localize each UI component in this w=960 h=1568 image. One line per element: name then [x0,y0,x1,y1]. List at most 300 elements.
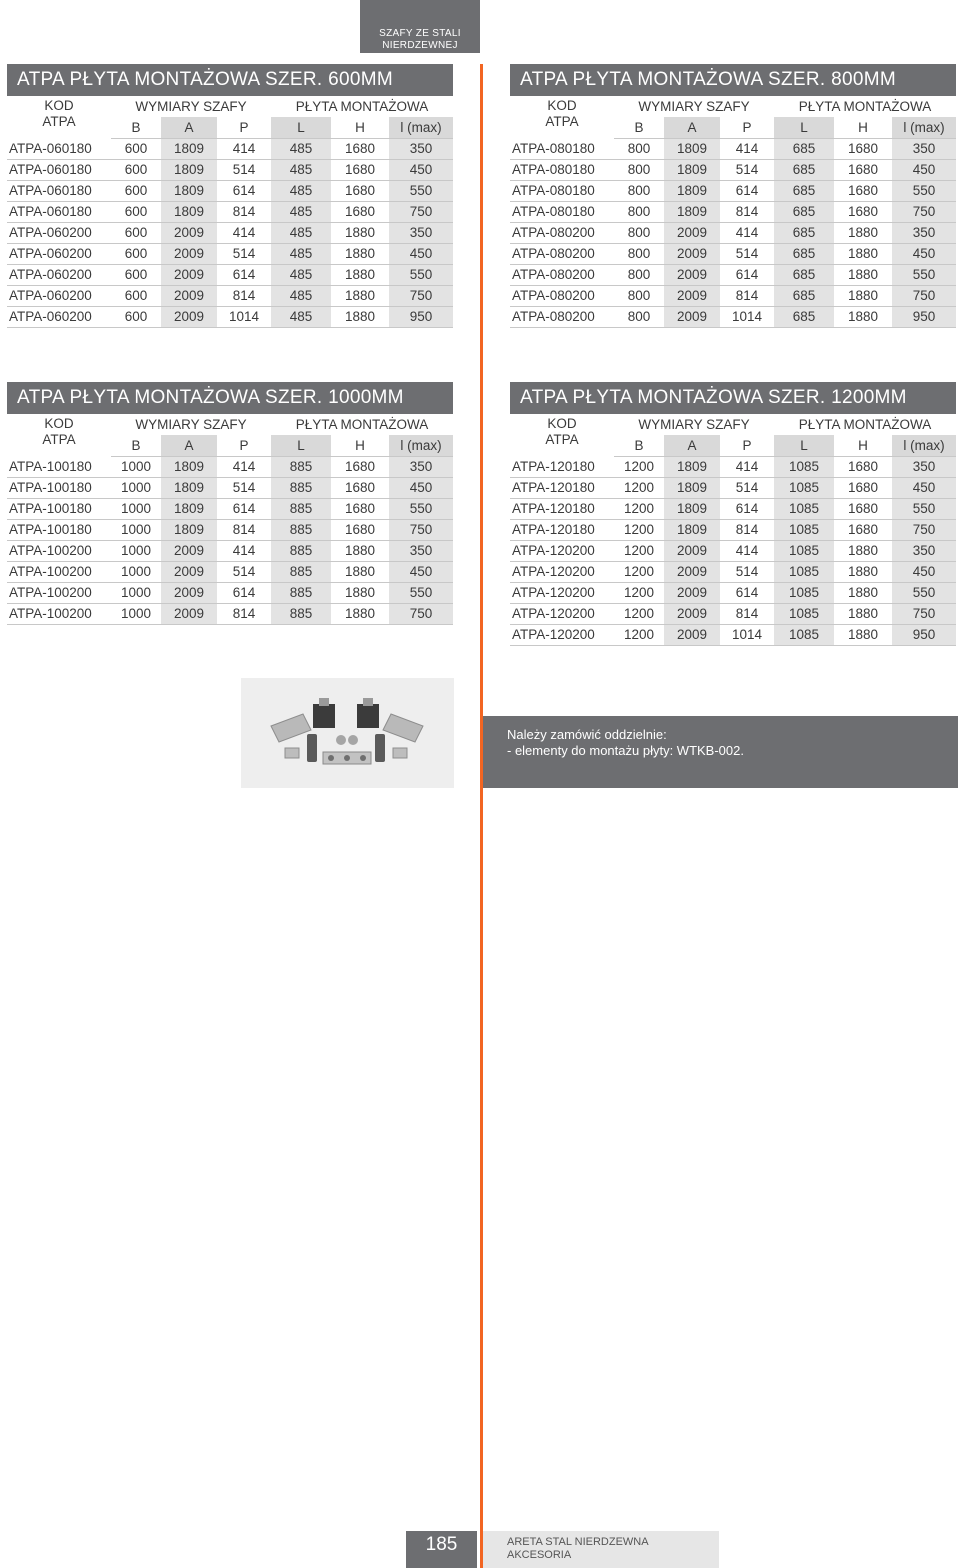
table-row [7,541,453,562]
column-header: L [774,435,834,457]
value-cell: 1809 [664,478,720,499]
value-cell: 414 [217,457,271,478]
value-cell: 1809 [161,202,217,223]
value-cell: 1809 [161,139,217,160]
kod-label: KOD [547,416,577,431]
value-cell: 1809 [161,181,217,202]
product-code-cell: ATPA-120200 [510,625,614,646]
value-cell: 600 [111,181,161,202]
value-cell: 1680 [331,202,389,223]
value-cell: 1880 [331,286,389,307]
table-row [510,244,956,265]
section-tab [360,0,480,53]
product-code-cell: ATPA-060200 [7,286,111,307]
value-cell: 1200 [614,457,664,478]
value-cell: 450 [389,160,453,181]
product-code-cell: ATPA-060200 [7,265,111,286]
value-cell: 1680 [834,160,892,181]
value-cell: 800 [614,160,664,181]
value-cell: 750 [892,520,956,541]
product-code-cell: ATPA-120200 [510,604,614,625]
table-group-header [7,96,453,117]
kod-label: KOD [547,98,577,113]
product-code-cell: ATPA-080180 [510,139,614,160]
product-code-cell: ATPA-060200 [7,244,111,265]
value-cell: 685 [774,244,834,265]
section-tab-line1: SZAFY ZE STALI [379,28,461,39]
column-header: H [331,435,389,457]
section-tab-line2: NIERDZEWNEJ [382,40,458,51]
product-code-cell: ATPA-080200 [510,307,614,328]
value-cell: 614 [217,583,271,604]
table-row [510,520,956,541]
value-cell: 414 [720,223,774,244]
value-cell: 1000 [111,478,161,499]
value-cell: 1809 [161,478,217,499]
value-cell: 1880 [834,244,892,265]
value-cell: 485 [271,307,331,328]
column-header: H [331,117,389,139]
value-cell: 450 [389,478,453,499]
value-cell: 1085 [774,520,834,541]
value-cell: 685 [774,223,834,244]
atpa-label: ATPA [545,432,579,447]
table-row [510,457,956,478]
product-code-cell: ATPA-080200 [510,286,614,307]
value-cell: 350 [389,457,453,478]
value-cell: 350 [389,541,453,562]
value-cell: 1880 [834,604,892,625]
dimensions-table [7,414,453,625]
value-cell: 350 [892,457,956,478]
value-cell: 1085 [774,499,834,520]
column-header: P [217,435,271,457]
value-cell: 450 [892,478,956,499]
product-code-cell: ATPA-060180 [7,160,111,181]
value-cell: 1680 [834,499,892,520]
kod-header [510,96,614,139]
table-row [510,181,956,202]
value-cell: 2009 [161,604,217,625]
product-code-cell: ATPA-120200 [510,583,614,604]
column-header: B [111,117,161,139]
value-cell: 350 [892,541,956,562]
product-code-cell: ATPA-120180 [510,457,614,478]
value-cell: 514 [720,244,774,265]
value-cell: 600 [111,139,161,160]
value-cell: 950 [892,625,956,646]
column-header: l (max) [389,435,453,457]
cabinet-dimensions-header: WYMIARY SZAFY [135,417,247,432]
value-cell: 814 [217,604,271,625]
table-row [510,604,956,625]
value-cell: 2009 [664,541,720,562]
footer-line2: AKCESORIA [507,1549,572,1561]
value-cell: 750 [892,604,956,625]
column-header: l (max) [892,435,956,457]
product-code-cell: ATPA-100180 [7,520,111,541]
value-cell: 614 [720,265,774,286]
product-code-cell: ATPA-120200 [510,541,614,562]
dimensions-table [7,96,453,328]
value-cell: 1085 [774,604,834,625]
value-cell: 2009 [664,265,720,286]
footer-label [483,1531,719,1568]
value-cell: 1000 [111,541,161,562]
product-code-cell: ATPA-120180 [510,499,614,520]
value-cell: 450 [389,562,453,583]
value-cell: 800 [614,139,664,160]
footer-line1: ARETA STAL NIERDZEWNA [507,1536,649,1548]
product-code-cell: ATPA-060200 [7,307,111,328]
value-cell: 1880 [834,583,892,604]
column-header: B [111,435,161,457]
value-cell: 514 [720,562,774,583]
value-cell: 550 [389,583,453,604]
value-cell: 1200 [614,541,664,562]
value-cell: 600 [111,286,161,307]
product-code-cell: ATPA-120200 [510,562,614,583]
value-cell: 1809 [664,520,720,541]
value-cell: 1085 [774,541,834,562]
value-cell: 750 [892,286,956,307]
product-code-cell: ATPA-100200 [7,604,111,625]
value-cell: 550 [892,583,956,604]
value-cell: 350 [892,223,956,244]
product-code-cell: ATPA-100200 [7,562,111,583]
value-cell: 685 [774,160,834,181]
order-note-line1: Należy zamówić oddzielnie: [507,727,667,742]
value-cell: 800 [614,286,664,307]
value-cell: 414 [217,223,271,244]
product-code-cell: ATPA-100180 [7,478,111,499]
value-cell: 1014 [720,625,774,646]
value-cell: 800 [614,202,664,223]
value-cell: 485 [271,160,331,181]
value-cell: 1880 [331,604,389,625]
value-cell: 1680 [331,181,389,202]
value-cell: 885 [271,499,331,520]
value-cell: 1680 [331,478,389,499]
value-cell: 550 [892,499,956,520]
value-cell: 885 [271,520,331,541]
column-header: l (max) [892,117,956,139]
value-cell: 1085 [774,625,834,646]
kod-label: KOD [44,98,74,113]
column-header: A [161,117,217,139]
value-cell: 1680 [834,139,892,160]
value-cell: 514 [720,160,774,181]
mounting-plate-header: PŁYTA MONTAŻOWA [295,99,429,114]
product-code-cell: ATPA-080180 [510,160,614,181]
value-cell: 1680 [834,457,892,478]
value-cell: 1880 [331,307,389,328]
value-cell: 485 [271,139,331,160]
value-cell: 1880 [331,562,389,583]
table-row [7,457,453,478]
column-header: H [834,435,892,457]
value-cell: 800 [614,265,664,286]
value-cell: 1000 [111,583,161,604]
value-cell: 450 [892,562,956,583]
table-row [7,139,453,160]
value-cell: 350 [892,139,956,160]
value-cell: 685 [774,286,834,307]
column-header: B [614,435,664,457]
table-row [510,478,956,499]
value-cell: 885 [271,583,331,604]
value-cell: 1680 [834,202,892,223]
value-cell: 1880 [834,541,892,562]
value-cell: 600 [111,265,161,286]
value-cell: 2009 [664,244,720,265]
mounting-hardware-image [241,678,454,788]
table-row [510,286,956,307]
cabinet-dimensions-header: WYMIARY SZAFY [638,417,750,432]
product-code-cell: ATPA-100180 [7,457,111,478]
value-cell: 1809 [664,181,720,202]
orange-divider [480,64,483,1568]
value-cell: 885 [271,457,331,478]
value-cell: 885 [271,604,331,625]
column-header: A [161,435,217,457]
value-cell: 1680 [331,499,389,520]
table-row [7,520,453,541]
value-cell: 485 [271,223,331,244]
product-code-cell: ATPA-060200 [7,223,111,244]
value-cell: 414 [720,457,774,478]
value-cell: 1809 [161,457,217,478]
atpa-label: ATPA [42,114,76,129]
table-row [510,160,956,181]
table-row [7,499,453,520]
value-cell: 1014 [720,307,774,328]
table-panel-600 [7,64,453,328]
value-cell: 350 [389,223,453,244]
value-cell: 950 [389,307,453,328]
value-cell: 550 [389,181,453,202]
table-row [510,307,956,328]
value-cell: 1880 [834,307,892,328]
value-cell: 1200 [614,604,664,625]
product-code-cell: ATPA-100200 [7,541,111,562]
product-code-cell: ATPA-120180 [510,520,614,541]
value-cell: 2009 [161,286,217,307]
value-cell: 800 [614,244,664,265]
column-header: B [614,117,664,139]
value-cell: 1880 [331,244,389,265]
value-cell: 414 [720,139,774,160]
dimensions-table [510,414,956,646]
value-cell: 1680 [331,520,389,541]
value-cell: 2009 [664,562,720,583]
value-cell: 485 [271,286,331,307]
value-cell: 1200 [614,562,664,583]
mounting-elements-photo [241,678,454,788]
value-cell: 614 [217,265,271,286]
kod-header [7,414,111,457]
value-cell: 450 [389,244,453,265]
value-cell: 414 [720,541,774,562]
value-cell: 2009 [161,583,217,604]
table-group-header [510,414,956,435]
value-cell: 1880 [834,625,892,646]
value-cell: 550 [892,181,956,202]
value-cell: 514 [720,478,774,499]
cabinet-dimensions-header: WYMIARY SZAFY [135,99,247,114]
value-cell: 1000 [111,562,161,583]
table-row [7,265,453,286]
value-cell: 1680 [331,160,389,181]
value-cell: 1085 [774,457,834,478]
value-cell: 1200 [614,499,664,520]
value-cell: 2009 [664,307,720,328]
value-cell: 450 [892,160,956,181]
value-cell: 1880 [834,562,892,583]
value-cell: 685 [774,202,834,223]
column-header: L [774,117,834,139]
kod-label: KOD [44,416,74,431]
kod-header [510,414,614,457]
value-cell: 2009 [161,562,217,583]
value-cell: 800 [614,181,664,202]
value-cell: 814 [720,286,774,307]
value-cell: 1809 [664,160,720,181]
value-cell: 750 [389,604,453,625]
value-cell: 685 [774,139,834,160]
dimensions-table [510,96,956,328]
product-code-cell: ATPA-080180 [510,202,614,223]
product-code-cell: ATPA-120180 [510,478,614,499]
value-cell: 1200 [614,478,664,499]
value-cell: 814 [720,604,774,625]
value-cell: 1085 [774,478,834,499]
value-cell: 550 [892,265,956,286]
table-group-header [510,96,956,117]
value-cell: 600 [111,223,161,244]
value-cell: 2009 [161,223,217,244]
value-cell: 600 [111,307,161,328]
value-cell: 800 [614,307,664,328]
value-cell: 2009 [161,307,217,328]
table-row [7,181,453,202]
value-cell: 1809 [161,520,217,541]
value-cell: 614 [720,181,774,202]
value-cell: 485 [271,202,331,223]
value-cell: 750 [892,202,956,223]
product-code-cell: ATPA-100180 [7,499,111,520]
column-header: A [664,117,720,139]
table-row [510,265,956,286]
value-cell: 1200 [614,520,664,541]
value-cell: 750 [389,202,453,223]
value-cell: 1880 [331,265,389,286]
value-cell: 485 [271,244,331,265]
value-cell: 1809 [664,139,720,160]
table-panel-1200 [510,382,956,646]
value-cell: 414 [217,541,271,562]
table-row [510,541,956,562]
table-row [7,286,453,307]
page-number: 185 [406,1531,477,1568]
table-row [510,562,956,583]
value-cell: 1680 [331,139,389,160]
value-cell: 2009 [664,583,720,604]
value-cell: 1000 [111,457,161,478]
table-title: ATPA PŁYTA MONTAŻOWA SZER. 1000MM [7,382,453,414]
value-cell: 1085 [774,562,834,583]
value-cell: 1880 [331,223,389,244]
value-cell: 2009 [664,223,720,244]
value-cell: 1000 [111,520,161,541]
atpa-label: ATPA [545,114,579,129]
column-header: A [664,435,720,457]
table-row [7,307,453,328]
table-row [510,499,956,520]
value-cell: 685 [774,307,834,328]
value-cell: 614 [720,499,774,520]
table-row [510,202,956,223]
column-header: H [834,117,892,139]
value-cell: 1880 [834,265,892,286]
value-cell: 485 [271,265,331,286]
table-row [7,562,453,583]
column-header: L [271,435,331,457]
value-cell: 614 [720,583,774,604]
value-cell: 1809 [664,499,720,520]
mounting-plate-header: PŁYTA MONTAŻOWA [798,417,932,432]
table-row [7,478,453,499]
value-cell: 1880 [331,541,389,562]
value-cell: 2009 [161,244,217,265]
value-cell: 1809 [161,499,217,520]
column-header: P [217,117,271,139]
value-cell: 1000 [111,499,161,520]
table-group-header [7,414,453,435]
table-row [7,223,453,244]
order-note [483,716,958,788]
value-cell: 814 [720,520,774,541]
value-cell: 1809 [664,457,720,478]
product-code-cell: ATPA-080200 [510,223,614,244]
value-cell: 1085 [774,583,834,604]
product-code-cell: ATPA-060180 [7,202,111,223]
value-cell: 2009 [664,604,720,625]
value-cell: 2009 [161,265,217,286]
value-cell: 814 [217,520,271,541]
value-cell: 600 [111,202,161,223]
value-cell: 1680 [834,520,892,541]
value-cell: 885 [271,541,331,562]
value-cell: 450 [892,244,956,265]
column-header: l (max) [389,117,453,139]
value-cell: 2009 [664,286,720,307]
value-cell: 814 [720,202,774,223]
value-cell: 414 [217,139,271,160]
product-code-cell: ATPA-060180 [7,139,111,160]
value-cell: 1680 [834,478,892,499]
value-cell: 514 [217,160,271,181]
table-panel-1000 [7,382,453,625]
value-cell: 814 [217,286,271,307]
table-panel-800 [510,64,956,328]
value-cell: 1809 [664,202,720,223]
value-cell: 1680 [331,457,389,478]
table-title: ATPA PŁYTA MONTAŻOWA SZER. 1200MM [510,382,956,414]
order-note-line2: - elementy do montażu płyty: WTKB-002. [507,743,744,758]
table-row [510,625,956,646]
value-cell: 514 [217,562,271,583]
